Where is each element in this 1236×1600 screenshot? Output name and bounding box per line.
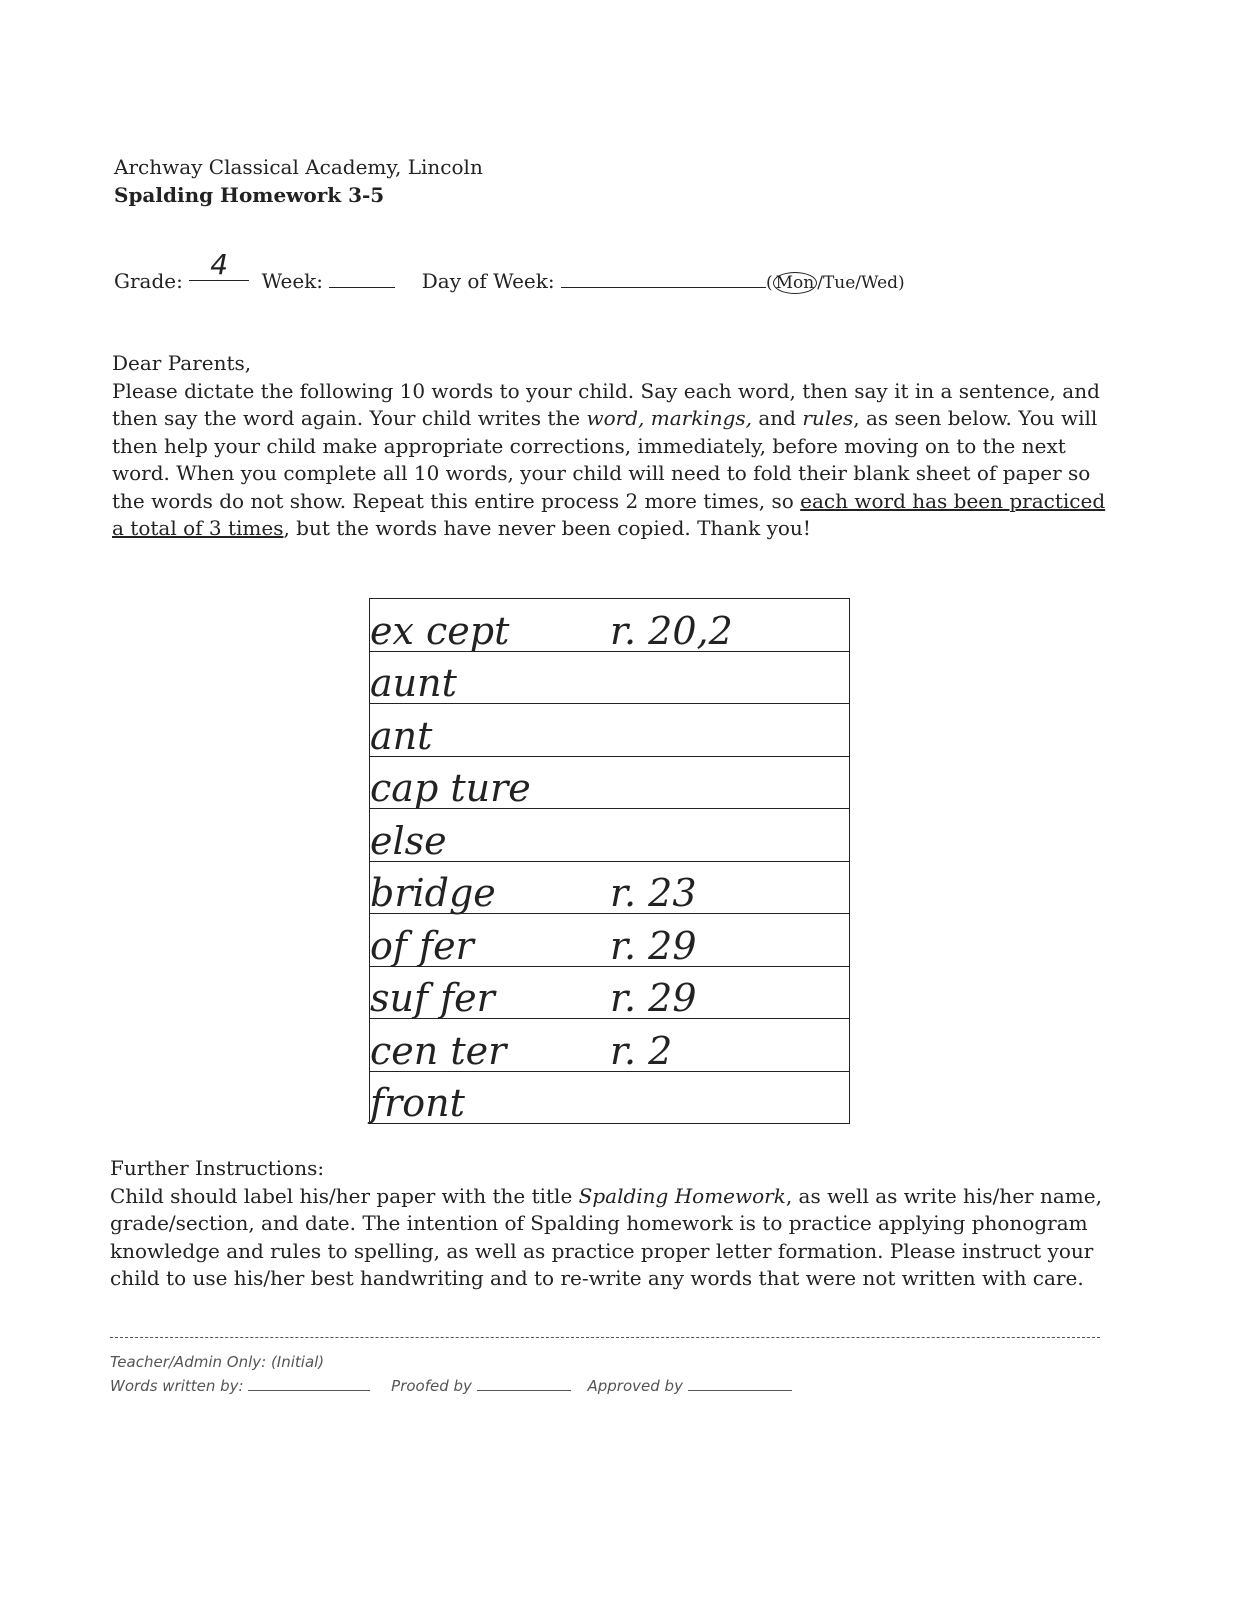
rule <box>610 756 850 809</box>
admin-heading: Teacher/Admin Only: (Initial) <box>110 1353 325 1371</box>
approved-by-label: Approved by <box>587 1377 683 1395</box>
word: front <box>370 1071 611 1124</box>
admin-section <box>110 1350 792 1398</box>
school-name: Archway Classical Academy, Lincoln <box>114 155 483 179</box>
table-row <box>370 1019 850 1072</box>
rule <box>610 651 850 704</box>
word: ant <box>370 704 611 757</box>
rule: r. 23 <box>610 861 850 914</box>
table-row <box>370 756 850 809</box>
table-row <box>370 599 850 652</box>
emphasis-underline: each word has been practiced a total of 3 times <box>112 488 1106 540</box>
word: suf fer <box>370 966 611 1019</box>
week-field[interactable] <box>329 269 395 288</box>
day-options-rest: /Tue/Wed) <box>817 273 905 293</box>
rule: r. 29 <box>610 966 850 1019</box>
word: cen ter <box>370 1019 611 1072</box>
day-field[interactable] <box>561 269 766 288</box>
week-label: Week: <box>261 269 324 293</box>
word: aunt <box>370 651 611 704</box>
table-row <box>370 809 850 862</box>
proofed-by-label: Proofed by <box>391 1377 472 1395</box>
approved-by-field[interactable] <box>688 1376 792 1391</box>
page-title: Spalding Homework 3-5 <box>114 183 385 207</box>
day-option-mon-circled[interactable]: Mon <box>773 272 818 294</box>
rule: r. 20,2 <box>610 599 850 652</box>
spelling-words-table <box>369 598 850 1124</box>
table-row <box>370 861 850 914</box>
grade-value: 4 <box>210 248 229 281</box>
further-heading: Further Instructions: <box>110 1156 325 1180</box>
further-text: Child should label his/her paper with the title Spalding Homework, as well as write his/her name, grade/section, and date. The intention of Spalding homework is to practice applying phonogram knowledge and rules to spelling, as well as practice proper letter formation. Please instruct your child to use his/her best handwriting and to re-write any words that were not written with care. <box>110 1183 1102 1290</box>
proofed-by-field[interactable] <box>477 1376 571 1391</box>
grade-field[interactable] <box>189 248 249 281</box>
instructions: Please dictate the following 10 words to your child. Say each word, then say it in a sentence, and then say the word again. Your child writes the word, markings, and rules, as seen below. You will then help your child make appropriate corrections, immediately, before moving on to the next word. When you complete all 10 words, your child will need to fold their blank sheet of paper so the words do not show. Repeat this entire process 2 more times, so each word has been practiced a total of 3 times, but the words have never been copied. Thank you! <box>112 378 1106 540</box>
rule <box>610 704 850 757</box>
table-row <box>370 914 850 967</box>
rule: r. 29 <box>610 914 850 967</box>
table-row <box>370 966 850 1019</box>
table-row <box>370 1071 850 1124</box>
words-written-by-label: Words written by: <box>110 1377 244 1395</box>
divider <box>110 1337 1100 1338</box>
word: of fer <box>370 914 611 967</box>
rule: r. 2 <box>610 1019 850 1072</box>
rule <box>610 1071 850 1124</box>
table-row <box>370 704 850 757</box>
rule <box>610 809 850 862</box>
grade-label: Grade: <box>114 269 183 293</box>
further-instructions <box>110 1155 1110 1293</box>
table-row <box>370 651 850 704</box>
word: else <box>370 809 611 862</box>
words-written-by-field[interactable] <box>248 1376 370 1391</box>
greeting: Dear Parents, <box>112 351 252 375</box>
word: bridge <box>370 861 611 914</box>
parent-letter <box>112 350 1112 543</box>
word: ex cept <box>370 599 611 652</box>
header-fields: Grade: 4 Week: Day of Week: ( Mon /Tue/Wed) <box>114 248 905 293</box>
word: cap ture <box>370 756 611 809</box>
day-label: Day of Week: <box>421 269 555 293</box>
